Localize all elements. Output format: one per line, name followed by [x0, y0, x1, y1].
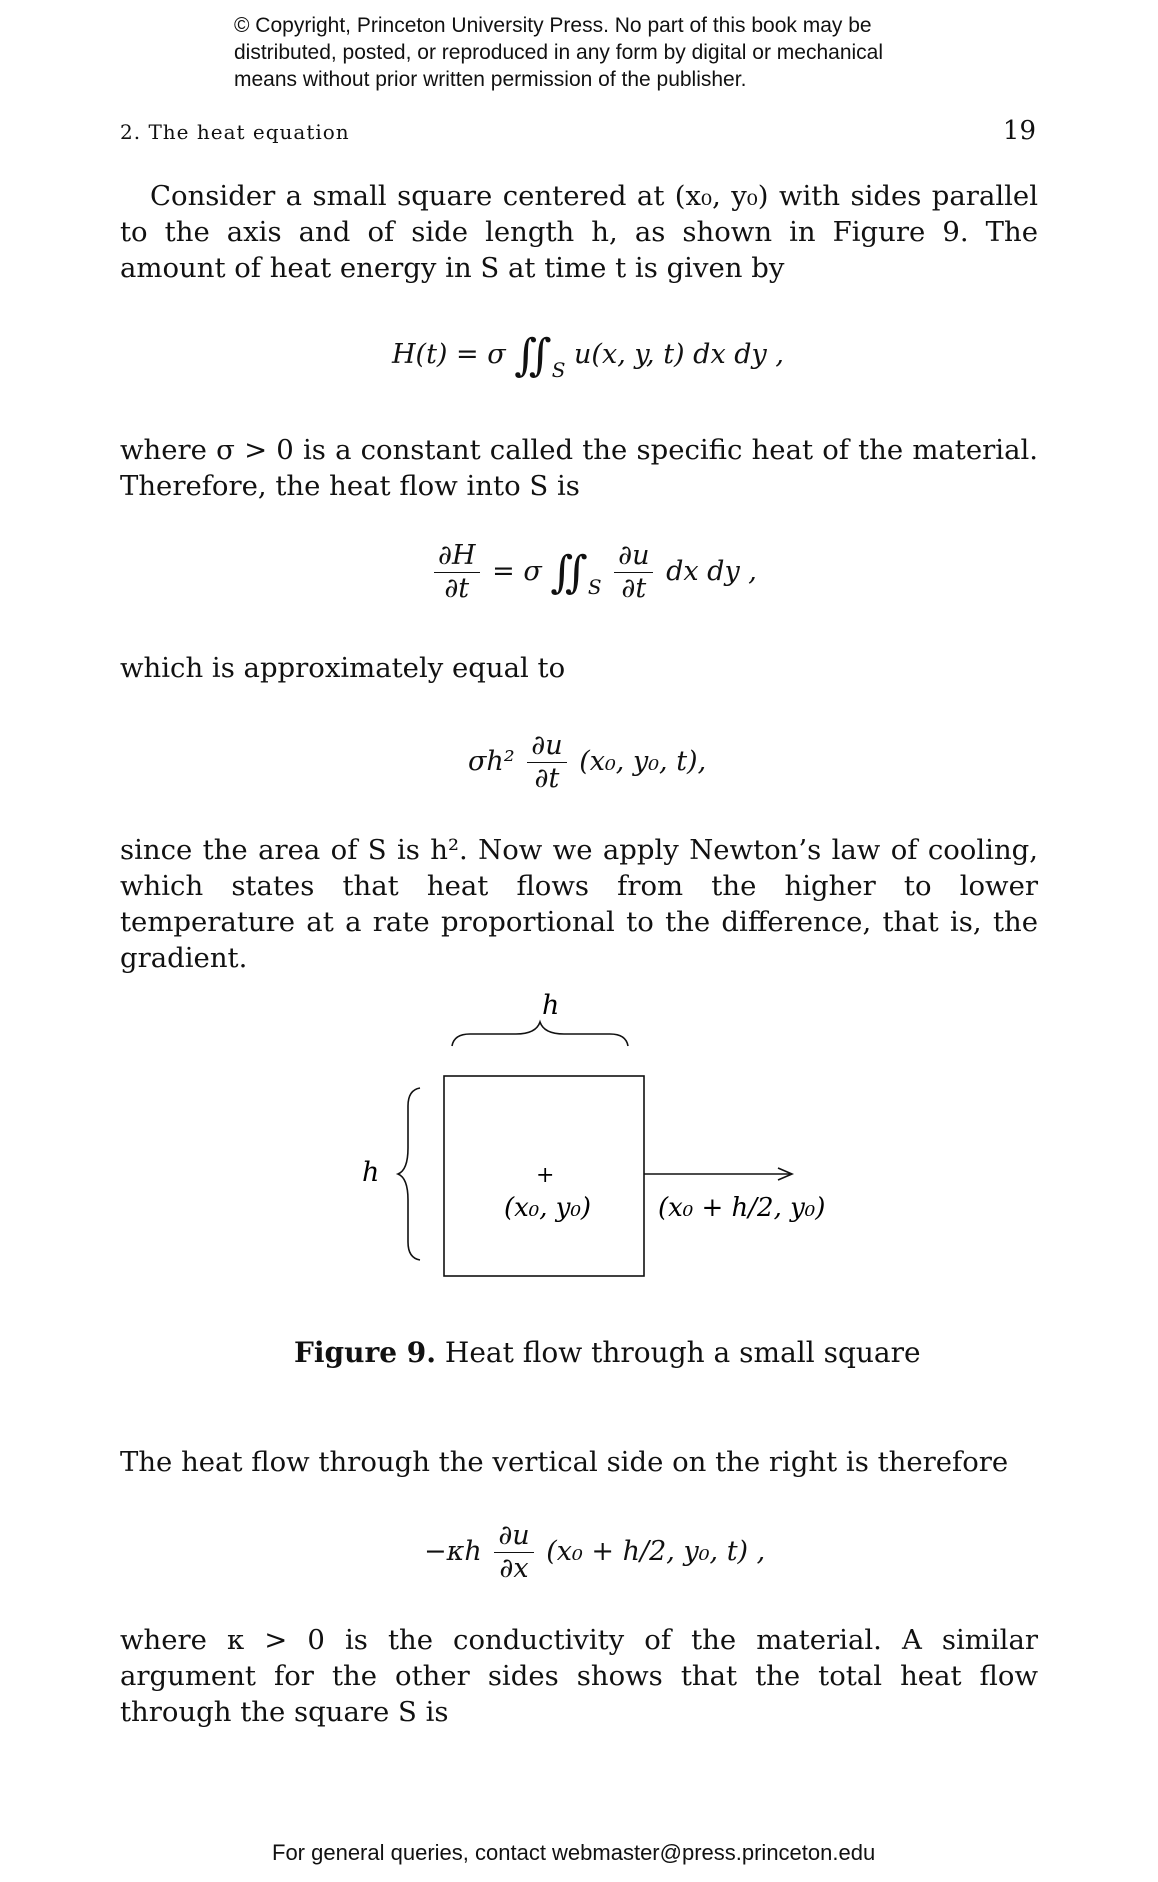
eq3-denominator: ∂t [534, 763, 560, 794]
double-integral-symbol: ∬ [550, 547, 588, 598]
top-brace [452, 1022, 628, 1046]
center-point-label: (x₀, y₀) [504, 1193, 592, 1223]
eq3-numerator: ∂u [527, 730, 566, 763]
eq4-tail: (x₀ + h/2, y₀, t) , [546, 1536, 766, 1567]
eq4-fraction [494, 1520, 533, 1585]
page-number: 19 [1002, 116, 1036, 146]
eq2-denominator: ∂t [444, 573, 470, 604]
paragraph-2: where σ > 0 is a constant called the specific heat of the material. Therefore, the heat flow into S is [120, 434, 1038, 502]
eq2-fraction-dh-dt [434, 540, 480, 605]
running-title: 2. The heat equation [120, 120, 350, 144]
paragraph-4: since the area of S is h². Now we apply Newton’s law of cooling, which states that heat flows from the higher to lower temperature at a rate proportional to the difference, that is, the gradient. [120, 834, 1038, 974]
eq2-numerator-2: ∂u [614, 540, 653, 573]
figure-left-h-label: h [362, 1157, 380, 1188]
eq2-fraction-du-dt [614, 540, 653, 605]
paragraph-6: where κ > 0 is the conductivity of the material. A similar argument for the other sides shows that the total heat flow through the square S is [120, 1624, 1038, 1728]
eq4-numerator: ∂u [494, 1520, 533, 1553]
paragraph-5: The heat flow through the vertical side on the right is therefore [120, 1446, 1009, 1478]
eq2-subscript: S [587, 575, 602, 599]
double-integral-symbol: ∬ [514, 330, 552, 381]
eq1-subscript: S [551, 358, 566, 382]
right-side-point-label: (x₀ + h/2, y₀) [658, 1193, 826, 1223]
paragraph-3: which is approximately equal to [120, 652, 566, 684]
equation-approximation [468, 730, 706, 795]
figure-caption-text: Heat flow through a small square [444, 1336, 921, 1369]
equation-heat-flow [430, 540, 757, 605]
center-plus-mark: + [536, 1163, 555, 1188]
equation-right-side-flow [424, 1520, 765, 1585]
eq1-lhs: H(t) = σ [392, 339, 506, 370]
footer-contact: For general queries, contact webmaster@press.princeton.edu [272, 1840, 876, 1865]
copyright-notice [234, 12, 994, 93]
eq1-rhs: u(x, y, t) dx dy , [574, 339, 784, 370]
eq3-tail: (x₀, y₀, t), [579, 746, 707, 777]
eq4-denominator: ∂x [499, 1553, 529, 1584]
eq2-denominator-2: ∂t [621, 573, 647, 604]
figure-caption-label: Figure 9. [294, 1336, 436, 1369]
figure-top-h-label: h [542, 990, 560, 1021]
copyright-line-3: means without prior written permission of the publisher. [234, 68, 747, 91]
copyright-line-2: distributed, posted, or reproduced in any form by digital or mechanical [234, 41, 884, 64]
copyright-line-1: © Copyright, Princeton University Press. No part of this book may be [234, 14, 872, 37]
eq3-lhs: σh² [468, 746, 515, 777]
paragraph-1: Consider a small square centered at (x₀, y₀) with sides parallel to the axis and of side length h, as shown in Figure 9. The amount of heat energy in S at time t is given by [120, 180, 1038, 284]
figure-9-diagram [340, 980, 860, 1300]
equation-heat-energy [392, 330, 784, 381]
eq3-fraction [527, 730, 566, 795]
eq2-tail: dx dy , [666, 556, 757, 587]
eq2-numerator: ∂H [434, 540, 480, 573]
eq4-lhs: −κh [424, 1536, 482, 1567]
figure-caption [294, 1336, 921, 1369]
left-brace [398, 1088, 420, 1260]
eq2-equals-sigma: = σ [492, 556, 542, 587]
